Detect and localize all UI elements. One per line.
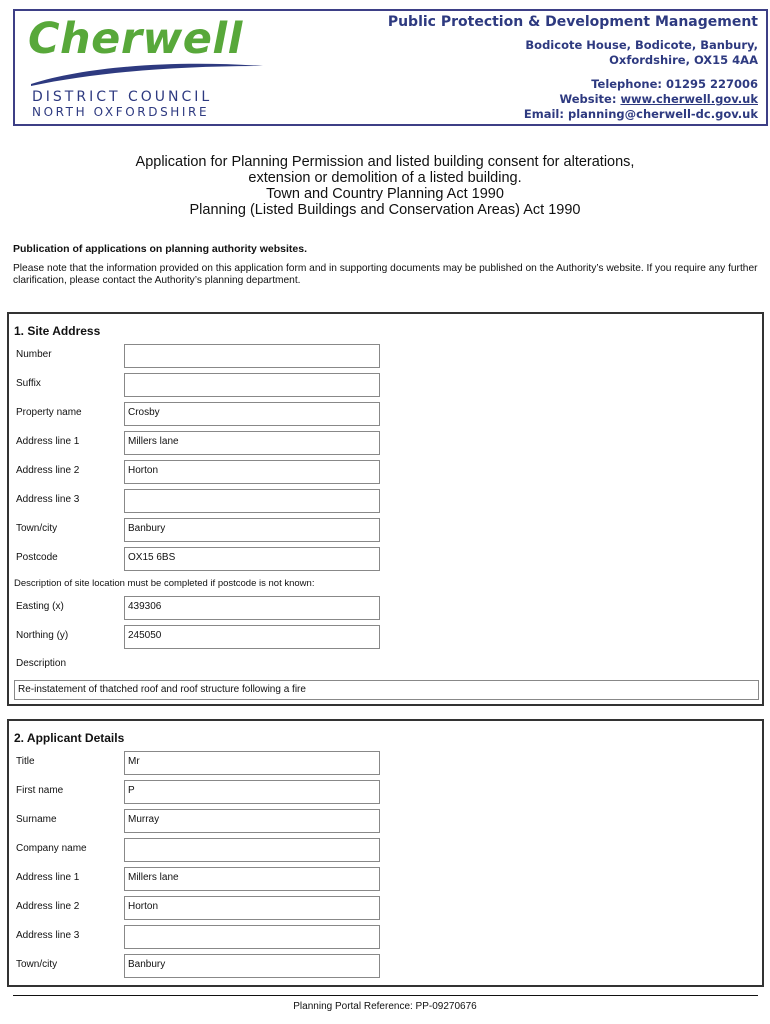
first-name-field[interactable]: P	[124, 780, 380, 804]
applicant-address-line-2-field[interactable]: Horton	[124, 896, 380, 920]
logo-swoosh-icon	[27, 58, 267, 88]
field-label: Town/city	[16, 959, 58, 970]
department-name: Public Protection & Development Management	[387, 14, 758, 30]
address-line-2: Oxfordshire, OX15 4AA	[609, 53, 758, 67]
field-label: Surname	[16, 814, 57, 825]
description-field[interactable]: Re-instatement of thatched roof and roof structure following a fire	[14, 680, 759, 700]
field-label: Suffix	[16, 378, 41, 389]
logo-district-council: DISTRICT COUNCIL	[32, 89, 213, 105]
field-label: Address line 3	[16, 930, 80, 941]
title-line-1: Application for Planning Permission and listed building consent for alterations,	[135, 154, 635, 170]
applicant-address-line-3-field[interactable]	[124, 925, 380, 949]
property-name-field[interactable]: Crosby	[124, 402, 380, 426]
website-line	[388, 92, 758, 107]
publication-notice: Please note that the information provided on this application form and in supporting documents may be published on the Authority’s website. If you require any further clarification, please contact the Authority’s planning department.	[13, 263, 758, 286]
form-row	[9, 780, 762, 806]
company-name-field[interactable]	[124, 838, 380, 862]
form-row	[9, 402, 762, 428]
postcode-field[interactable]: OX15 6BS	[124, 547, 380, 571]
field-label: Postcode	[16, 552, 58, 563]
form-row	[9, 751, 762, 777]
contact-block	[388, 14, 758, 122]
field-label: Address line 2	[16, 901, 80, 912]
section-heading: 1. Site Address	[14, 324, 101, 338]
website-link[interactable]: www.cherwell.gov.uk	[620, 92, 758, 106]
council-logo-text: Cherwell	[28, 14, 243, 64]
form-row	[9, 925, 762, 951]
address-line-1-field[interactable]: Millers lane	[124, 431, 380, 455]
field-label: Address line 3	[16, 494, 80, 505]
logo-north-oxfordshire: NORTH OXFORDSHIRE	[32, 105, 210, 119]
form-row	[9, 547, 762, 573]
email[interactable]: Email: planning@cherwell-dc.gov.uk	[523, 107, 758, 121]
title-line-2: extension or demolition of a listed building.	[248, 170, 522, 186]
form-row	[9, 838, 762, 864]
address-line-1: Bodicote House, Bodicote, Banbury,	[525, 38, 758, 52]
field-label: Title	[16, 756, 35, 767]
form-row	[9, 431, 762, 457]
section-heading: 2. Applicant Details	[14, 731, 125, 745]
form-row	[9, 518, 762, 544]
applicant-address-line-1-field[interactable]: Millers lane	[124, 867, 380, 891]
letterhead	[13, 9, 768, 126]
field-label: First name	[16, 785, 64, 796]
form-row	[9, 809, 762, 835]
address-line-3-field[interactable]	[124, 489, 380, 513]
form-row	[9, 867, 762, 893]
form-title	[0, 154, 770, 218]
field-label: Address line 1	[16, 872, 80, 883]
field-label: Company name	[16, 843, 87, 854]
form-row	[9, 460, 762, 486]
form-row	[9, 344, 762, 370]
easting-field[interactable]: 439306	[124, 596, 380, 620]
field-label: Number	[16, 349, 52, 360]
form-row	[9, 596, 762, 622]
address-line-2-field[interactable]: Horton	[124, 460, 380, 484]
description-label: Description	[16, 658, 67, 669]
field-label: Address line 2	[16, 465, 80, 476]
surname-field[interactable]: Murray	[124, 809, 380, 833]
number-field[interactable]	[124, 344, 380, 368]
form-row	[9, 954, 762, 980]
site-address-section	[7, 312, 764, 706]
form-row	[9, 625, 762, 651]
field-label: Easting (x)	[16, 601, 64, 612]
form-row	[9, 373, 762, 399]
field-label: Address line 1	[16, 436, 80, 447]
field-label: Town/city	[16, 523, 58, 534]
applicant-town-city-field[interactable]: Banbury	[124, 954, 380, 978]
footer-divider	[13, 995, 758, 996]
portal-reference: Planning Portal Reference: PP-09270676	[293, 1001, 477, 1012]
location-note: Description of site location must be completed if postcode is not known:	[14, 578, 315, 589]
suffix-field[interactable]	[124, 373, 380, 397]
form-row	[9, 896, 762, 922]
northing-field[interactable]: 245050	[124, 625, 380, 649]
publication-heading: Publication of applications on planning authority websites.	[13, 243, 308, 255]
applicant-details-section	[7, 719, 764, 987]
title-field[interactable]: Mr	[124, 751, 380, 775]
website-label: Website:	[559, 92, 621, 106]
title-line-3: Town and Country Planning Act 1990	[266, 186, 504, 202]
field-label: Northing (y)	[16, 630, 69, 641]
town-city-field[interactable]: Banbury	[124, 518, 380, 542]
field-label: Property name	[16, 407, 82, 418]
telephone: Telephone: 01295 227006	[591, 77, 758, 91]
form-row	[9, 489, 762, 515]
title-line-4: Planning (Listed Buildings and Conservation Areas) Act 1990	[189, 202, 581, 218]
